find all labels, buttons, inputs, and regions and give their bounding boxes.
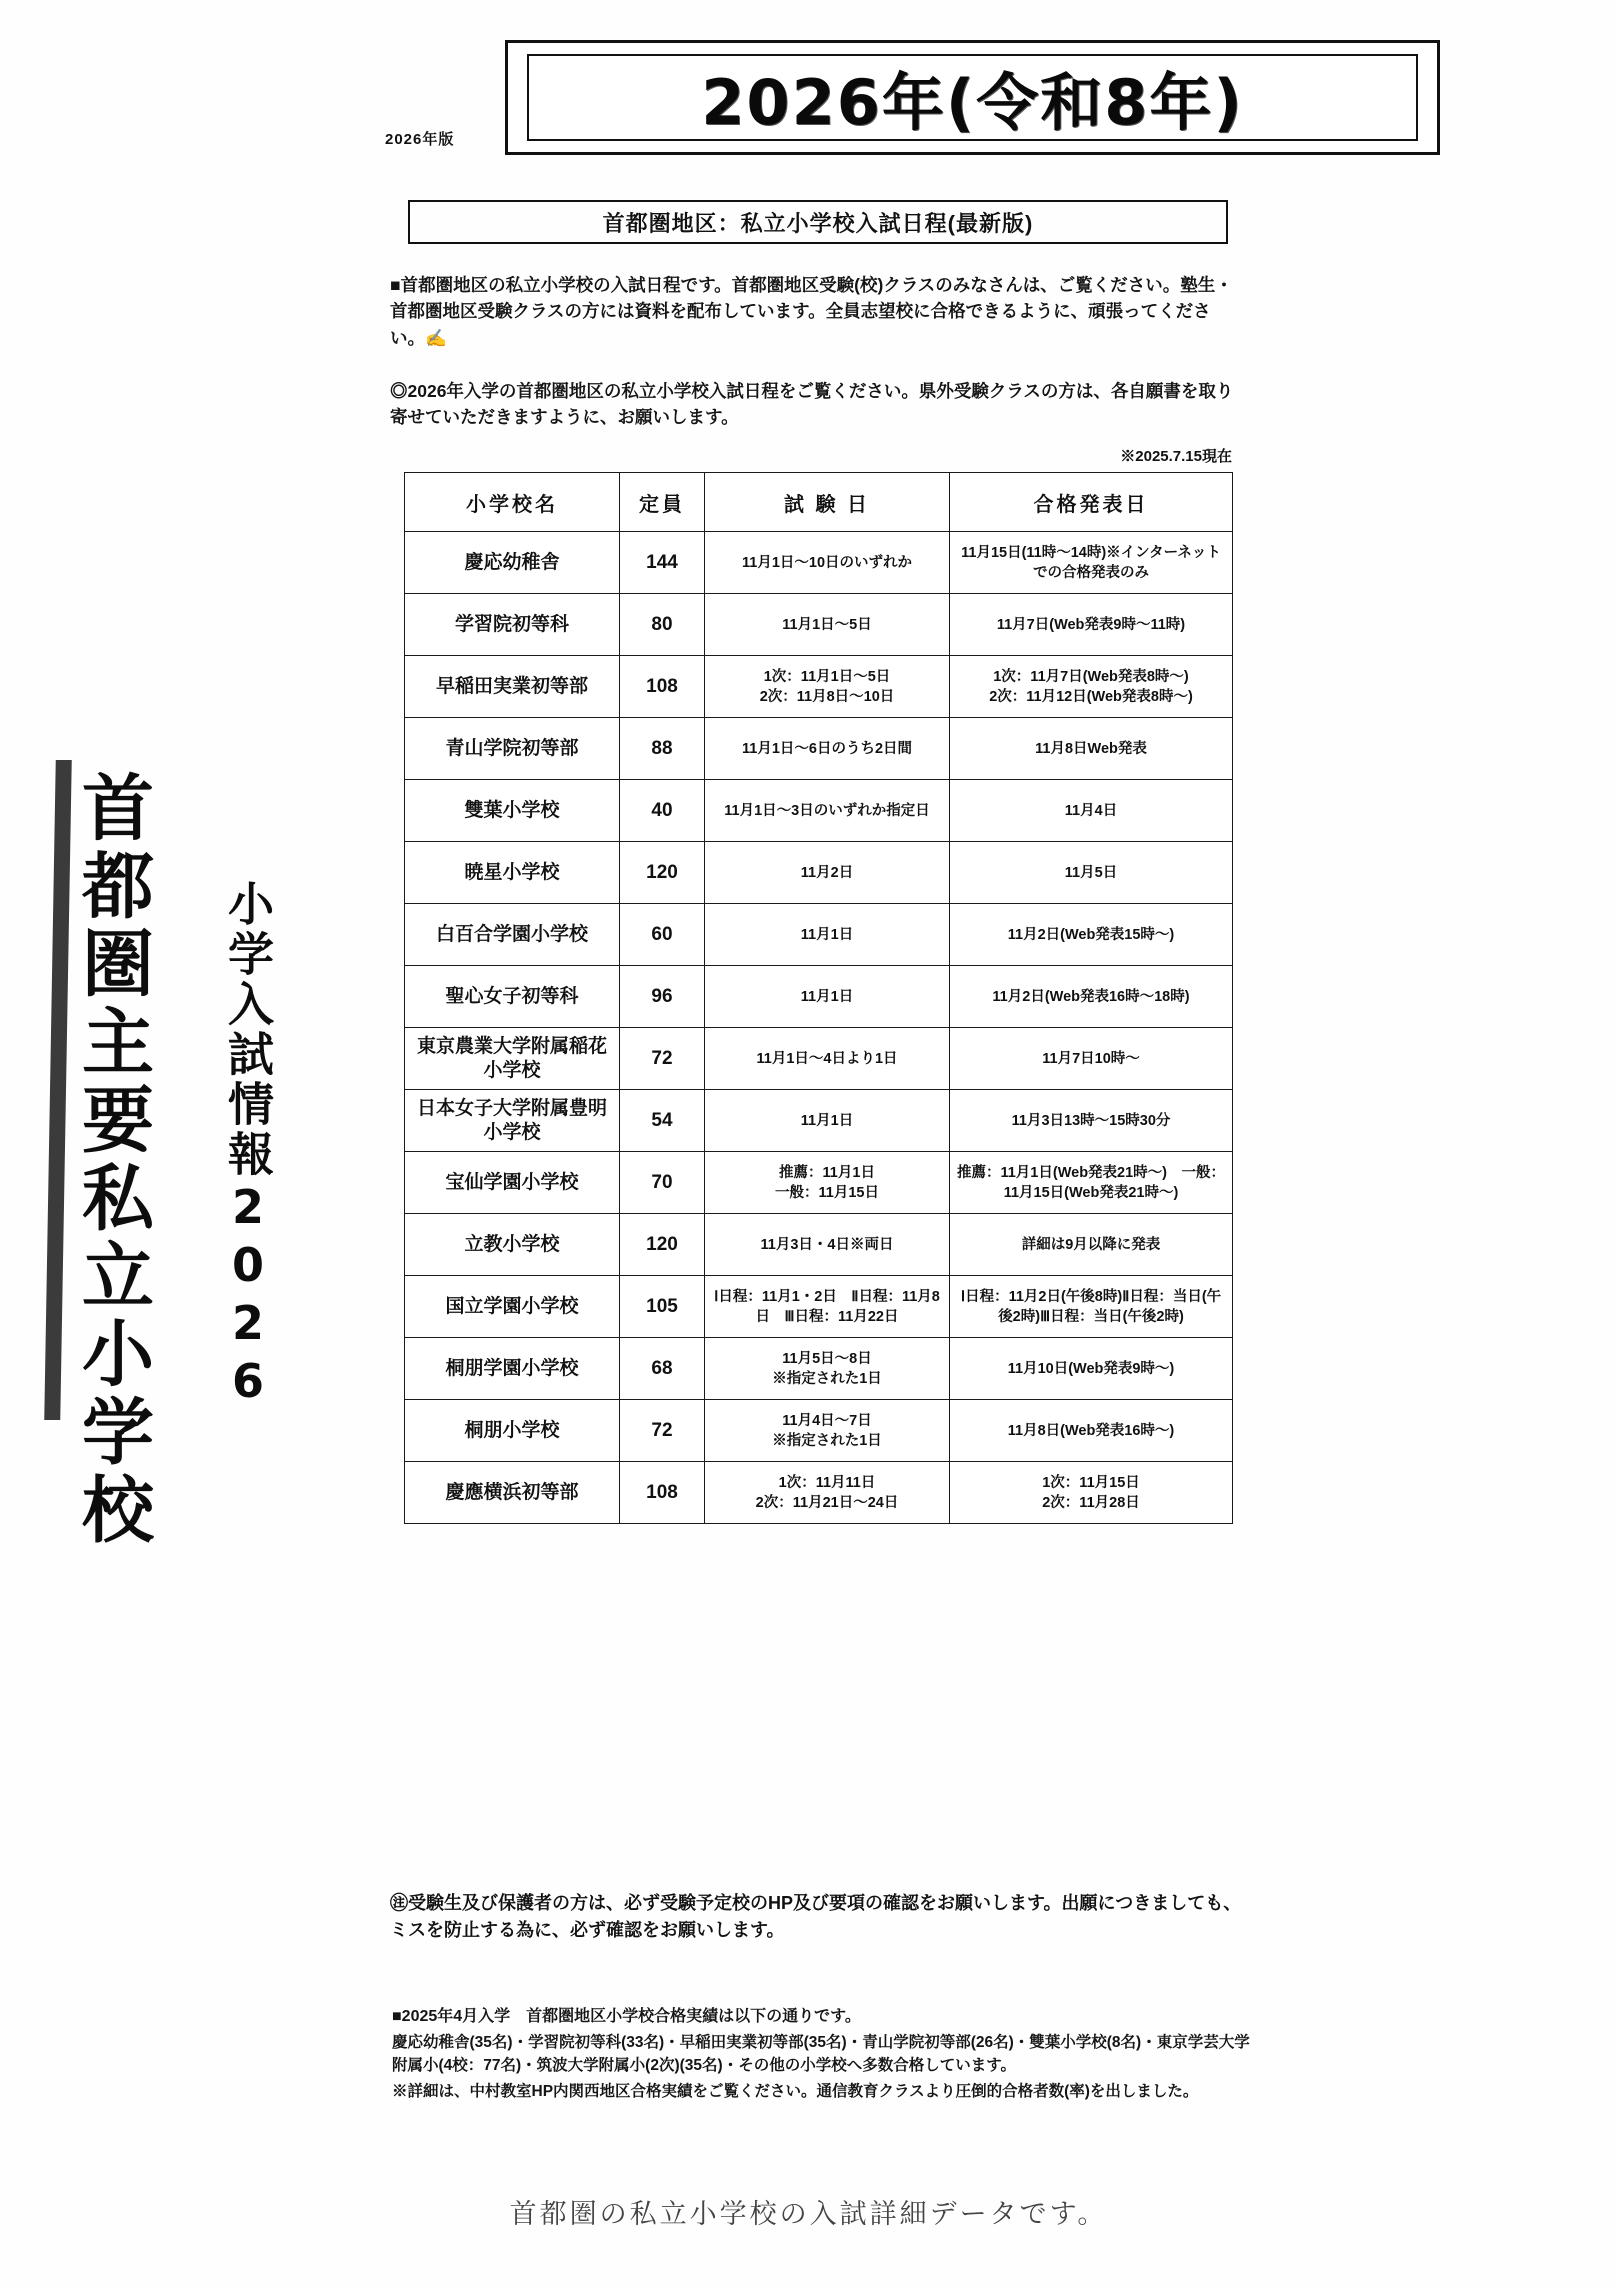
cell-exam-date: 11月5日〜8日 ※指定された1日 [705, 1338, 950, 1400]
cell-result-date: 11月7日10時〜 [950, 1028, 1233, 1090]
table-row [405, 1090, 1233, 1152]
cell-school-name: 桐朋小学校 [405, 1400, 620, 1462]
cell-capacity: 108 [620, 1462, 705, 1524]
col-exam-date: 試 験 日 [705, 473, 950, 532]
cell-result-date: 11月2日(Web発表15時〜) [950, 904, 1233, 966]
cell-school-name: 雙葉小学校 [405, 780, 620, 842]
cell-school-name: 聖心女子初等科 [405, 966, 620, 1028]
table-row [405, 1338, 1233, 1400]
table-row [405, 842, 1233, 904]
cell-capacity: 96 [620, 966, 705, 1028]
vertical-sub-title: 小学入試情報2026 [221, 880, 275, 1412]
cell-exam-date: 11月1日〜5日 [705, 594, 950, 656]
subtitle-text: 首都圏地区：私立小学校入試日程(最新版) [602, 210, 1034, 236]
table-row [405, 718, 1233, 780]
cell-result-date: 11月4日 [950, 780, 1233, 842]
schedule-table-body [405, 532, 1233, 1524]
cell-capacity: 72 [620, 1400, 705, 1462]
cell-result-date: Ⅰ日程：11月2日(午後8時)Ⅱ日程：当日(午後2時)Ⅲ日程：当日(午後2時) [950, 1276, 1233, 1338]
cell-exam-date: 11月1日〜6日のうち2日間 [705, 718, 950, 780]
warning-note: ㊟受験生及び保護者の方は、必ず受験予定校のHP及び要項の確認をお願いします。出願につきましても、ミスを防止する為に、必ず確認をお願いします。 [390, 1893, 1242, 1940]
cell-result-date: 詳細は9月以降に発表 [950, 1214, 1233, 1276]
table-row [405, 966, 1233, 1028]
cell-result-date: 11月5日 [950, 842, 1233, 904]
as-of-date: ※2025.7.15現在 [1120, 448, 1232, 465]
cell-capacity: 144 [620, 532, 705, 594]
intro-paragraph-2: ◎2026年入学の首都圏地区の私立小学校入試日程をご覧ください。県外受験クラスの方は、各自願書を取り寄せていただきますように、お願いします。 [390, 381, 1234, 428]
cell-exam-date: 1次：11月11日 2次：11月21日〜24日 [705, 1462, 950, 1524]
cell-exam-date: 11月3日・4日※両日 [705, 1214, 950, 1276]
results-header: ■2025年4月入学 首都圏地区小学校合格実績は以下の通りです。 [392, 2008, 861, 2025]
table-row [405, 1462, 1233, 1524]
cell-result-date: 11月10日(Web発表9時〜) [950, 1338, 1233, 1400]
cell-exam-date: 11月1日 [705, 1090, 950, 1152]
cell-result-date: 11月8日(Web発表16時〜) [950, 1400, 1233, 1462]
cell-school-name: 早稲田実業初等部 [405, 656, 620, 718]
table-row [405, 1276, 1233, 1338]
cell-result-date: 1次：11月15日 2次：11月28日 [950, 1462, 1233, 1524]
cell-result-date: 11月15日(11時〜14時)※インターネットでの合格発表のみ [950, 532, 1233, 594]
cell-capacity: 72 [620, 1028, 705, 1090]
cell-school-name: 青山学院初等部 [405, 718, 620, 780]
cell-exam-date: 11月1日 [705, 904, 950, 966]
cell-capacity: 68 [620, 1338, 705, 1400]
cell-school-name: 慶応幼稚舎 [405, 532, 620, 594]
cell-capacity: 88 [620, 718, 705, 780]
schedule-table [404, 472, 1233, 1524]
table-row [405, 904, 1233, 966]
table-row [405, 594, 1233, 656]
cell-exam-date: 推薦：11月1日 一般：11月15日 [705, 1152, 950, 1214]
cell-capacity: 54 [620, 1090, 705, 1152]
col-capacity: 定員 [620, 473, 705, 532]
cell-exam-date: 11月2日 [705, 842, 950, 904]
cell-school-name: 白百合学園小学校 [405, 904, 620, 966]
cell-school-name: 暁星小学校 [405, 842, 620, 904]
table-header-row [405, 473, 1233, 532]
results-note: ※詳細は、中村教室HP内関西地区合格実績をご覧ください。通信教育クラスより圧倒的合格者数(率)を出しました。 [392, 2082, 1199, 2100]
year-banner [505, 40, 1440, 155]
cell-result-date: 11月3日13時〜15時30分 [950, 1090, 1233, 1152]
table-row [405, 656, 1233, 718]
cell-exam-date: 11月1日〜3日のいずれか指定日 [705, 780, 950, 842]
cell-capacity: 80 [620, 594, 705, 656]
table-row [405, 1400, 1233, 1462]
cell-school-name: 桐朋学園小学校 [405, 1338, 620, 1400]
cell-exam-date: 11月1日〜4日より1日 [705, 1028, 950, 1090]
cell-capacity: 70 [620, 1152, 705, 1214]
cell-result-date: 1次：11月7日(Web発表8時〜) 2次：11月12日(Web発表8時〜) [950, 656, 1233, 718]
cell-capacity: 40 [620, 780, 705, 842]
table-row [405, 1214, 1233, 1276]
col-result-date: 合格発表日 [950, 473, 1233, 532]
cell-school-name: 東京農業大学附属稲花小学校 [405, 1028, 620, 1090]
cell-capacity: 120 [620, 842, 705, 904]
results-body: 慶応幼稚舎(35名)・学習院初等科(33名)・早稲田実業初等部(35名)・青山学院初等部(26名)・雙葉小学校(8名)・東京学芸大学附属小(4校：77名)・筑波大学附属小(2次)(35名)・その他の小学校へ多数合格しています。 [392, 2034, 1250, 2075]
cell-result-date: 11月8日Web発表 [950, 718, 1233, 780]
table-row [405, 532, 1233, 594]
year-title: 2026年(令和8年) [701, 66, 1244, 139]
cell-capacity: 108 [620, 656, 705, 718]
cell-exam-date: 1次：11月1日〜5日 2次：11月8日〜10日 [705, 656, 950, 718]
cell-capacity: 120 [620, 1214, 705, 1276]
cell-school-name: 日本女子大学附属豊明小学校 [405, 1090, 620, 1152]
cell-school-name: 国立学園小学校 [405, 1276, 620, 1338]
table-row [405, 1028, 1233, 1090]
cell-capacity: 60 [620, 904, 705, 966]
vertical-main-title: 首都圏主要私立小学校 [70, 770, 154, 1550]
col-school-name: 小学校名 [405, 473, 620, 532]
year-banner-inner [527, 54, 1419, 141]
cell-school-name: 慶應横浜初等部 [405, 1462, 620, 1524]
footer-caption: 首都圏の私立小学校の入試詳細データです。 [509, 2199, 1108, 2229]
cell-school-name: 宝仙学園小学校 [405, 1152, 620, 1214]
cell-school-name: 立教小学校 [405, 1214, 620, 1276]
table-row [405, 780, 1233, 842]
cell-exam-date: 11月1日 [705, 966, 950, 1028]
cell-result-date: 11月7日(Web発表9時〜11時) [950, 594, 1233, 656]
intro-paragraph-1: ■首都圏地区の私立小学校の入試日程です。首都圏地区受験(校)クラスのみなさんは、ご覧ください。塾生・首都圏地区受験クラスの方には資料を配布しています。全員志望校に合格できるように、頑張ってください。✍ [390, 275, 1233, 348]
cell-result-date: 推薦：11月1日(Web発表21時〜) 一般：11月15日(Web発表21時〜) [950, 1152, 1233, 1214]
cell-capacity: 105 [620, 1276, 705, 1338]
cell-result-date: 11月2日(Web発表16時〜18時) [950, 966, 1233, 1028]
cell-exam-date: 11月4日〜7日 ※指定された1日 [705, 1400, 950, 1462]
cell-exam-date: 11月1日〜10日のいずれか [705, 532, 950, 594]
cell-school-name: 学習院初等科 [405, 594, 620, 656]
cell-exam-date: Ⅰ日程：11月1・2日 Ⅱ日程：11月8日 Ⅲ日程：11月22日 [705, 1276, 950, 1338]
subtitle-box [408, 200, 1228, 244]
schedule-table-wrap [404, 472, 1232, 1524]
table-row [405, 1152, 1233, 1214]
edition-tag: 2026年版 [385, 131, 455, 148]
results-block [392, 2005, 1252, 2105]
